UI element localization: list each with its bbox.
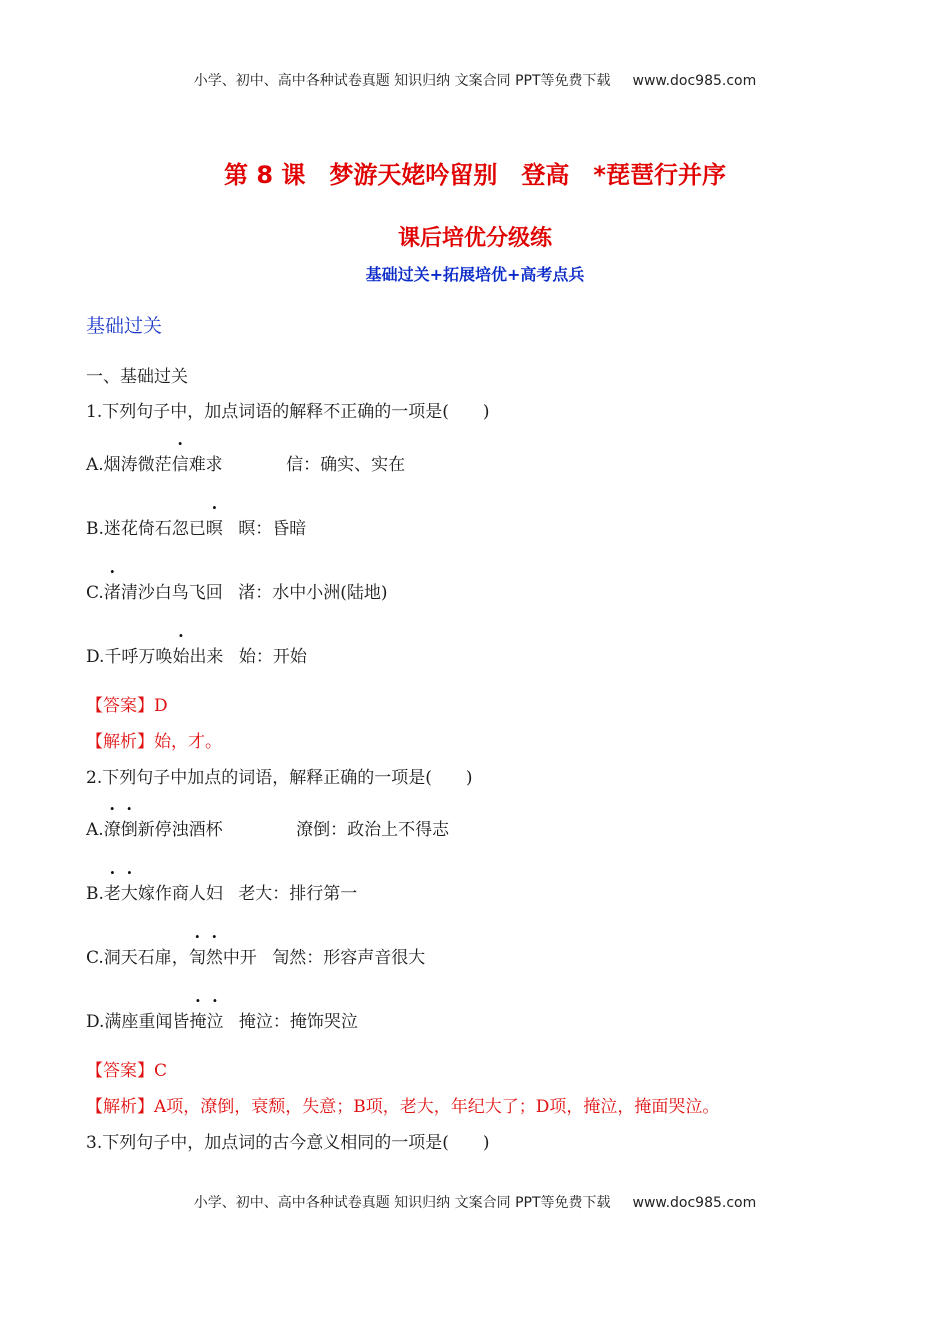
footer-url[interactable]: www.doc985.com [632, 1195, 757, 1211]
page-subtitle: 课后培优分级练 [397, 226, 552, 251]
q2-b-text: B. [86, 884, 104, 904]
q2-option-d [86, 1007, 358, 1032]
q1-option-a [86, 450, 405, 475]
q1-d-dotted: 始 [172, 647, 190, 667]
q2-c-text-2: 中开 [222, 948, 257, 968]
q1-a-text-2: 难求 [188, 455, 223, 475]
q2-b-explanation: 老大：排行第一 [238, 884, 358, 904]
answer-label: 【答案】 [86, 1061, 154, 1081]
q1-b-dotted: 暝 [205, 519, 223, 539]
q2-d-dotted-1: 掩 [189, 1012, 207, 1032]
q1-a-explanation: 信：确实、实在 [286, 455, 406, 475]
q2-option-a [86, 815, 449, 840]
section-heading: 基础过关 [86, 315, 163, 337]
page-title: 第 8 课 梦游天姥吟留别 登高 *琵琶行并序 [224, 161, 726, 189]
q2-stem: 2.下列句子中加点的词语，解释正确的一项是( ) [86, 768, 473, 788]
q3-stem: 3.下列句子中，加点词的古今意义相同的一项是( ) [86, 1133, 490, 1153]
q1-analysis [86, 727, 222, 752]
q2-c-explanation: 訇然：形容声音很大 [272, 948, 426, 968]
page-subtitle-2: 基础过关+拓展培优+高考点兵 [365, 265, 585, 284]
q1-answer [86, 691, 168, 716]
q1-d-text-2: 出来 [189, 647, 224, 667]
answer-label: 【答案】 [86, 696, 154, 716]
q1-option-c [86, 578, 387, 603]
q2-b-dotted-1: 老 [103, 884, 121, 904]
q2-d-explanation: 掩泣：掩饰哭泣 [238, 1012, 358, 1032]
header-text: 小学、初中、高中各种试卷真题 知识归纳 文案合同 PPT等免费下载 [193, 73, 611, 89]
q1-option-b [86, 514, 306, 539]
q1-a-text: A.烟涛微茫 [86, 455, 172, 475]
q2-d-text: D.满座重闻皆 [86, 1012, 190, 1032]
q2-c-dotted-2: 然 [205, 948, 223, 968]
q2-a-text-2: 新停浊酒杯 [137, 820, 223, 840]
answer-value: D [154, 696, 168, 716]
footer-text: 小学、初中、高中各种试卷真题 知识归纳 文案合同 PPT等免费下载 [193, 1195, 611, 1211]
q1-option-d [86, 642, 307, 667]
q2-c-text: C.洞天石扉， [86, 948, 189, 968]
q1-d-explanation: 始：开始 [238, 647, 307, 667]
q1-b-text: B.迷花倚石忽已 [86, 519, 206, 539]
q2-d-dotted-2: 泣 [206, 1012, 224, 1032]
q1-d-text: D.千呼万唤 [86, 647, 173, 667]
header-url[interactable]: www.doc985.com [632, 73, 757, 89]
q1-c-dotted: 渚 [103, 583, 121, 603]
q2-answer [86, 1056, 167, 1081]
q1-c-text-2: 清沙白鸟飞回 [120, 583, 223, 603]
analysis-text: 始，才。 [154, 732, 222, 752]
q1-c-text: C. [86, 583, 104, 603]
q2-a-dotted-2: 倒 [120, 820, 138, 840]
q2-option-c [86, 943, 425, 968]
page-header [0, 70, 950, 90]
q2-a-explanation: 潦倒：政治上不得志 [296, 820, 450, 840]
page-footer [0, 1192, 950, 1212]
analysis-label: 【解析】 [86, 1097, 154, 1117]
q2-option-b [86, 879, 357, 904]
analysis-label: 【解析】 [86, 732, 154, 752]
q2-analysis [86, 1092, 719, 1117]
q1-stem: 1.下列句子中，加点词语的解释不正确的一项是( ) [86, 402, 490, 422]
q2-b-dotted-2: 大 [120, 884, 138, 904]
analysis-text: A项，潦倒，衰颓，失意；B项，老大，年纪大了；D项，掩泣，掩面哭泣。 [154, 1097, 720, 1117]
part-heading: 一、基础过关 [86, 367, 188, 387]
q2-a-text: A. [86, 820, 104, 840]
q1-a-dotted: 信 [171, 455, 189, 475]
q2-c-dotted-1: 訇 [188, 948, 206, 968]
answer-value: C [154, 1061, 168, 1081]
q2-a-dotted-1: 潦 [103, 820, 121, 840]
q2-b-text-2: 嫁作商人妇 [137, 884, 223, 904]
q1-b-explanation: 暝：昏暗 [238, 519, 307, 539]
q1-c-explanation: 渚：水中小洲(陆地) [238, 583, 388, 603]
